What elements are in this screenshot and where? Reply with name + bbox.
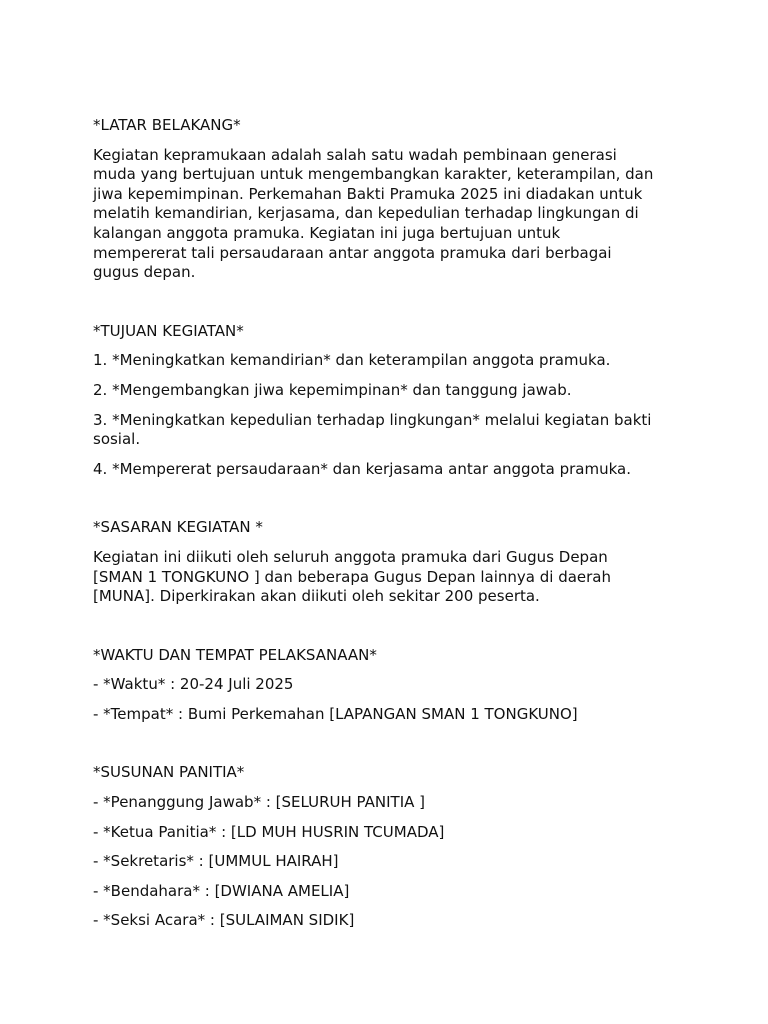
text-line: mempererat tali persaudaraan antar anggota pramuka dari berbagai [93, 243, 612, 262]
text-line: 3. *Meningkatkan kepedulian terhadap lingkungan* melalui kegiatan bakti [93, 410, 652, 429]
list-item-tujuan-1 [93, 351, 676, 371]
text-line: gugus depan. [93, 263, 196, 282]
list-item-tujuan-4 [93, 460, 676, 480]
section-spacer [93, 617, 676, 646]
list-item-penanggung-jawab: - *Penanggung Jawab* : [SELURUH PANITIA ] [93, 793, 426, 812]
text-line: melatih kemandirian, kerjasama, dan kepedulian terhadap lingkungan di [93, 204, 639, 223]
list-item-tempat: - *Tempat* : Bumi Perkemahan [LAPANGAN SMAN 1 TONGKUNO] [93, 704, 578, 723]
text-line: Kegiatan kepramukaan adalah salah satu wadah pembinaan generasi [93, 145, 617, 164]
section-latar-belakang [93, 116, 676, 283]
heading-susunan-panitia: *SUSUNAN PANITIA* [93, 763, 245, 782]
section-sasaran-kegiatan [93, 518, 676, 606]
paragraph-latar-belakang [93, 146, 676, 283]
heading-waktu-tempat: *WAKTU DAN TEMPAT PELAKSANAAN* [93, 645, 377, 664]
text-line: 1. *Meningkatkan kemandirian* dan keterampilan anggota pramuka. [93, 351, 611, 370]
text-line: [SMAN 1 TONGKUNO ] dan beberapa Gugus Depan lainnya di daerah [93, 567, 611, 586]
list-item-sekretaris: - *Sekretaris* : [UMMUL HAIRAH] [93, 852, 339, 871]
text-line: [MUNA]. Diperkirakan akan diikuti oleh sekitar 200 peserta. [93, 587, 540, 606]
text-line: sosial. [93, 430, 141, 449]
list-item-waktu: - *Waktu* : 20-24 Juli 2025 [93, 675, 294, 694]
section-spacer [93, 293, 676, 322]
heading-tujuan-kegiatan: *TUJUAN KEGIATAN* [93, 321, 244, 340]
heading-sasaran-kegiatan: *SASARAN KEGIATAN * [93, 518, 263, 537]
heading-latar-belakang: *LATAR BELAKANG* [93, 116, 241, 134]
text-line: jiwa kepemimpinan. Perkemahan Bakti Pramuka 2025 ini diadakan untuk [93, 184, 643, 203]
text-line: Kegiatan ini diikuti oleh seluruh anggota pramuka dari Gugus Depan [93, 547, 608, 566]
list-item-tujuan-3 [93, 411, 676, 450]
section-tujuan-kegiatan [93, 322, 676, 480]
list-item-ketua-panitia: - *Ketua Panitia* : [LD MUH HUSRIN TCUMADA] [93, 822, 445, 841]
section-waktu-tempat [93, 646, 676, 725]
section-spacer [93, 489, 676, 518]
section-spacer [93, 734, 676, 763]
text-line: 2. *Mengembangkan jiwa kepemimpinan* dan tanggung jawab. [93, 380, 572, 399]
text-line: kalangan anggota pramuka. Kegiatan ini juga bertujuan untuk [93, 223, 561, 242]
list-item-tujuan-2 [93, 381, 676, 401]
text-line: 4. *Mempererat persaudaraan* dan kerjasama antar anggota pramuka. [93, 459, 631, 478]
list-item-bendahara: - *Bendahara* : [DWIANA AMELIA] [93, 881, 350, 900]
list-item-seksi-acara: - *Seksi Acara* : [SULAIMAN SIDIK] [93, 911, 355, 930]
section-susunan-panitia [93, 763, 676, 931]
paragraph-sasaran-kegiatan [93, 548, 676, 607]
text-line: muda yang bertujuan untuk mengembangkan karakter, keterampilan, dan [93, 165, 654, 184]
